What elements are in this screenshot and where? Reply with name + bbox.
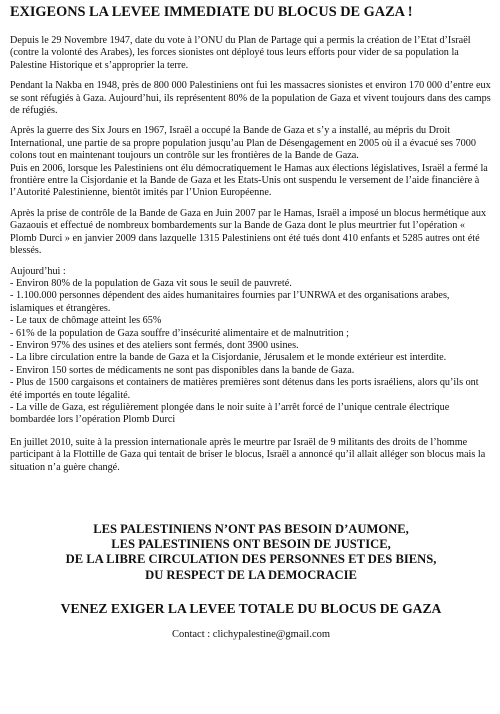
- slogan-block: [10, 522, 492, 583]
- list-item: - La libre circulation entre la bande de Gaza et la Cisjordanie, Jérusalem et le monde extérieur est interdite.: [10, 352, 447, 364]
- paragraph-1967: Après la guerre des Six Jours en 1967, Israël a occupé la Bande de Gaza et s’y a installé, au mépris du Droit International, une partie de sa propre population jusqu’au Plan de Désengagement en 2005 où il a évacué ses 7000 colons tout en maintenant toujours un contrôle sur les frontières de la Bande de Gaza.: [10, 125, 476, 162]
- contact-line[interactable]: Contact : clichypalestine@gmail.com: [171, 628, 331, 640]
- list-item: - 61% de la population de Gaza souffre d’insécurité alimentaire et de malnutrition ;: [10, 327, 349, 339]
- paragraph-2007: Après la prise de contrôle de la Bande de Gaza en Juin 2007 par le Hamas, Israël a imposé un blocus hermétique aux Gazaouis et effectué de nombreux bombardements sur la Bande de Gaza dont le plus meurtrier fut l’opération « Plomb Durci » en janvier 2009 dans lazquelle 1315 Palestiniens ont été tués dont 410 enfants et 5285 autres ont été blessés.: [10, 207, 487, 257]
- paragraph-1947: Depuis le 29 Novembre 1947, date du vote à l’ONU du Plan de Partage qui a permis la création de l’Etat d’Israël (contre la volonté des Arabes), les forces sionistes ont déployé tous leurs efforts pour vider de sa population la Palestine Historique et s’approprier la terre.: [10, 35, 471, 71]
- paragraph-nakba: Pendant la Nakba en 1948, près de 800 000 Palestiniens ont fui les massacres sionistes et environ 170 000 d’entre eux se sont réfugiés à Gaza. Aujourd’hui, ils représentent 80% de la population de Gaza et vivent toujours dans des camps de réfugiés.: [10, 80, 491, 117]
- today-heading: Aujourd’hui :: [10, 265, 66, 277]
- paragraph-2006: Puis en 2006, lorsque les Palestiniens ont élu démocratiquement le Hamas aux élections législatives, Israël a fermé la frontière entre la Cisjordanie et la Bande de Gaza et les Etats-Unis ont suspendu le versement de l’aide financière à l’Autorité Palestinienne, bientôt imités par l’Union Européenne.: [10, 162, 488, 199]
- leaflet-title: EXIGEONS LA LEVEE IMMEDIATE DU BLOCUS DE GAZA !: [10, 4, 413, 20]
- today-list: [10, 266, 492, 427]
- list-item: - 1.100.000 personnes dépendent des aides humanitaires fournies par l’UNRWA et des organisations arabes, islamiques et étrangères.: [10, 290, 450, 314]
- slogan-line: DE LA LIBRE CIRCULATION DES PERSONNES ET DES BIENS,: [65, 552, 437, 567]
- list-item: - Plus de 1500 cargaisons et containers de matières premières sont détenus dans les ports israéliens, alors qu’ils ont été importés en toute légalité.: [10, 377, 479, 401]
- slogan-line: DU RESPECT DE LA DEMOCRACIE: [145, 567, 357, 582]
- list-item: - Environ 97% des usines et des ateliers sont fermés, dont 3900 usines.: [10, 339, 299, 351]
- slogan-line: LES PALESTINIENS N’ONT PAS BESOIN D’AUMONE,: [93, 522, 409, 536]
- paragraph-2010: En juillet 2010, suite à la pression internationale après le meurtre par Israël de 9 militants des droits de l’homme participant à la Flottille de Gaza qui tentait de briser le blocus, Israël a annoncé qu’il allait alléger son blocus mais la situation n’a guère changé.: [10, 436, 486, 473]
- call-to-action: VENEZ EXIGER LA LEVEE TOTALE DU BLOCUS DE GAZA: [60, 600, 442, 616]
- list-item: - Environ 80% de la population de Gaza vit sous le seuil de pauvreté.: [10, 277, 292, 289]
- list-item: - La ville de Gaza, est régulièrement plongée dans le noir suite à l’arrêt forcé de l’unique centrale électrique bombardée lors l’opération Plomb Durci: [10, 401, 450, 426]
- list-item: - Le taux de chômage atteint les 65%: [10, 315, 162, 327]
- list-item: - Environ 150 sortes de médicaments ne sont pas disponibles dans la bande de Gaza.: [10, 364, 355, 376]
- slogan-line: LES PALESTINIENS ONT BESOIN DE JUSTICE,: [111, 537, 391, 552]
